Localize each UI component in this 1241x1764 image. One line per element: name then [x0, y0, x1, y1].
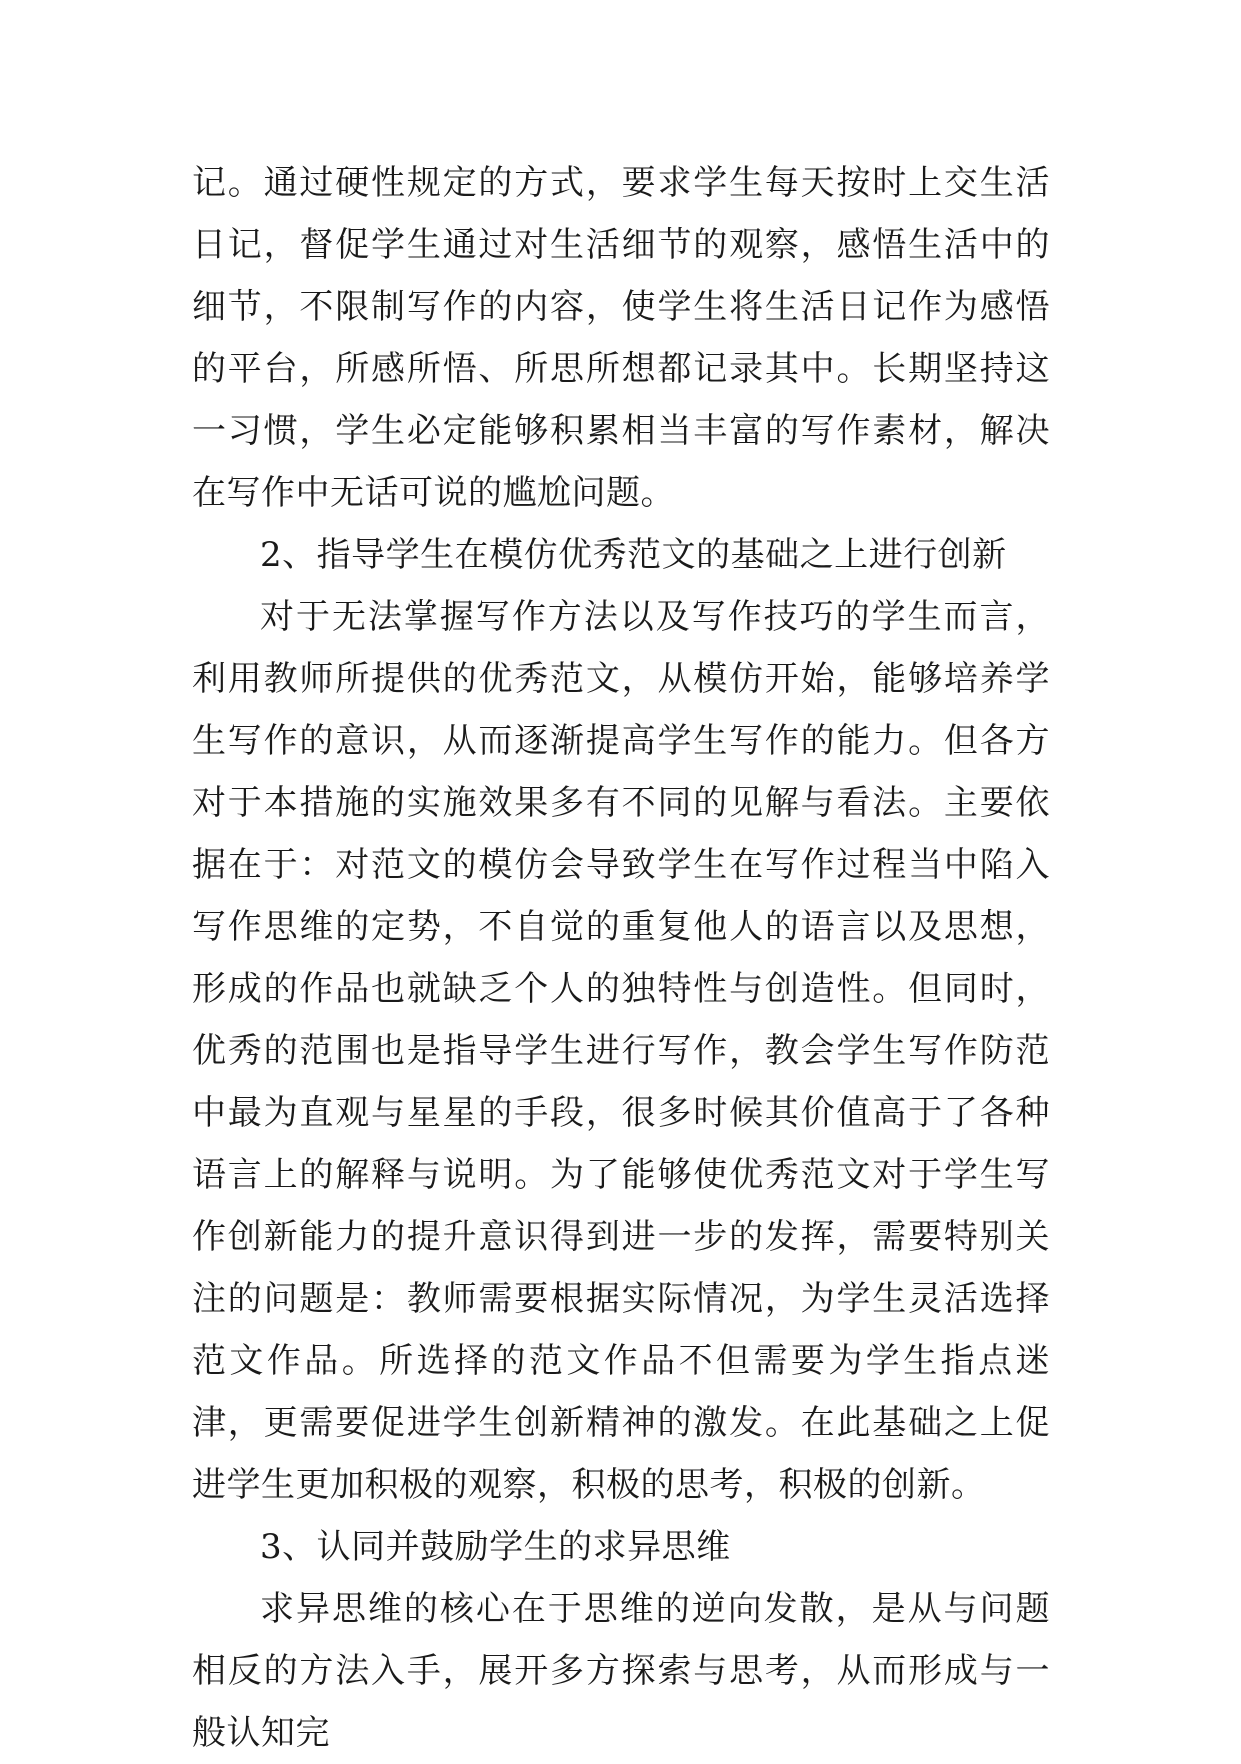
section-heading-divergent-thinking: 3、认同并鼓励学生的求异思维: [260, 1527, 731, 1567]
paragraph-diary-habit: 记。通过硬性规定的方式，要求学生每天按时上交生活日记，督促学生通过对生活细节的观察，感悟生活中的细节，不限制写作的内容，使学生将生活日记作为感悟的平台，所感所悟、所思所想都记录其中。长期坚持这一习惯，学生必定能够积累相当丰富的写作素材，解决在写作中无话可说的尴尬问题。: [192, 163, 1050, 513]
paragraph-divergent-thinking: 求异思维的核心在于思维的逆向发散，是从与问题相反的方法入手，展开多方探索与思考，从而形成与一般认知完: [192, 1589, 1050, 1753]
document-body: [192, 152, 1050, 1764]
section-heading-imitation: 2、指导学生在模仿优秀范文的基础之上进行创新: [260, 535, 1007, 575]
paragraph-imitation: 对于无法掌握写作方法以及写作技巧的学生而言，利用教师所提供的优秀范文，从模仿开始，能够培养学生写作的意识，从而逐渐提高学生写作的能力。但各方对于本措施的实施效果多有不同的见解与看法。主要依据在于：对范文的模仿会导致学生在写作过程当中陷入写作思维的定势，不自觉的重复他人的语言以及思想，形成的作品也就缺乏个人的独特性与创造性。但同时，优秀的范围也是指导学生进行写作，教会学生写作防范中最为直观与星星的手段，很多时候其价值高于了各种语言上的解释与说明。为了能够使优秀范文对于学生写作创新能力的提升意识得到进一步的发挥，需要特别关注的问题是：教师需要根据实际情况，为学生灵活选择范文作品。所选择的范文作品不但需要为学生指点迷津，更需要促进学生创新精神的激发。在此基础之上促进学生更加积极的观察，积极的思考，积极的创新。: [192, 597, 1050, 1505]
